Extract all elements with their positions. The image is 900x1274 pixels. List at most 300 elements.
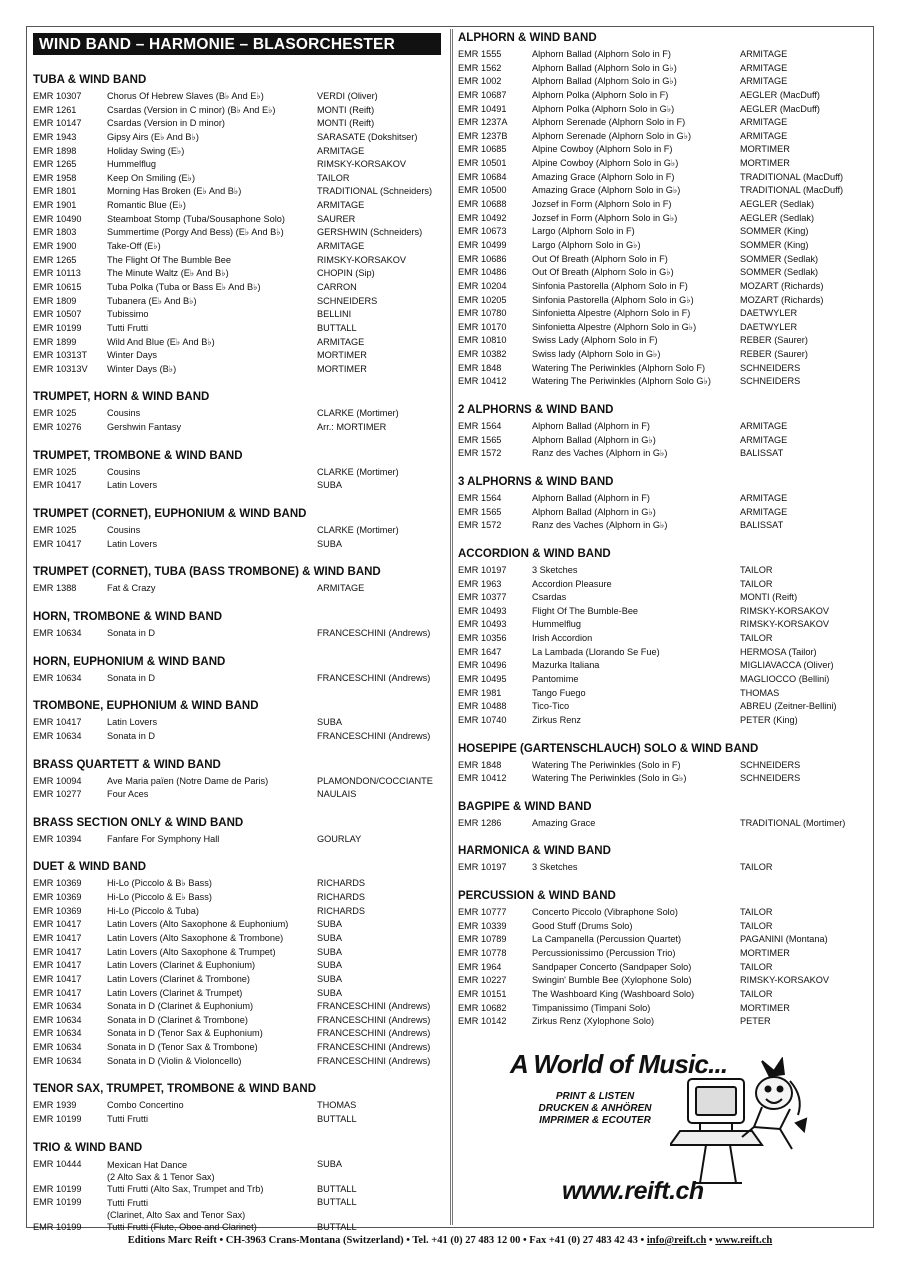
section-title: TENOR SAX, TRUMPET, TROMBONE & WIND BAND: [33, 1083, 317, 1096]
composer-name: ARMITAGE: [317, 583, 365, 594]
catalog-section: [33, 860, 451, 1068]
composer-name: TAILOR: [740, 907, 773, 918]
catalog-entry: [458, 632, 875, 646]
composer-name: FRANCESCHINI (Andrews): [317, 1042, 431, 1053]
composer-name: MORTIMER: [740, 158, 790, 169]
piece-title: Summertime (Porgy And Bess) (E♭ And B♭): [107, 227, 284, 238]
piece-title: Alphorn Ballad (Alphorn in G♭): [532, 434, 656, 445]
catalog-entry: [33, 1041, 451, 1055]
catalog-number: EMR 10634: [33, 672, 82, 683]
piece-title: Hi-Lo (Piccolo & B♭ Bass): [107, 878, 212, 889]
piece-title: Jozsef in Form (Alphorn Solo in G♭): [532, 212, 678, 223]
catalog-entry: [458, 578, 875, 592]
catalog-entry: [458, 605, 875, 619]
composer-name: TAILOR: [317, 172, 350, 183]
catalog-entry: [33, 1055, 451, 1069]
column-divider: [450, 29, 453, 1225]
catalog-number: EMR 10634: [33, 1001, 82, 1012]
composer-name: ARMITAGE: [740, 117, 788, 128]
catalog-entry: [33, 946, 451, 960]
catalog-number: EMR 10493: [458, 605, 507, 616]
piece-title: Sinfonietta Alpestre (Alphorn Solo in F): [532, 308, 691, 319]
catalog-number: EMR 1964: [458, 961, 502, 972]
composer-name: RIMSKY-KORSAKOV: [317, 254, 407, 265]
piece-title: Latin Lovers (Clarinet & Euphonium): [107, 960, 256, 971]
piece-title: Alphorn Ballad (Alphorn Solo in G♭): [532, 76, 677, 87]
catalog-entry: [458, 759, 875, 773]
composer-name: THOMAS: [740, 687, 780, 698]
piece-title: Jozsef in Form (Alphorn Solo in F): [532, 199, 672, 210]
catalog-entry: [33, 1014, 451, 1028]
catalog-entry: [33, 788, 451, 802]
catalog-entry: [33, 240, 451, 254]
catalog-number: EMR 10444: [33, 1158, 82, 1169]
catalog-number: EMR 10417: [33, 919, 82, 930]
catalog-number: EMR 10488: [458, 701, 507, 712]
catalog-entry: [33, 254, 451, 268]
catalog-number: EMR 10277: [33, 789, 82, 800]
piece-title: Tuba Polka (Tuba or Bass E♭ And B♭): [107, 281, 261, 292]
piece-title: Winter Days: [107, 350, 158, 361]
catalog-number: EMR 10199: [33, 1183, 82, 1194]
composer-name: SUBA: [317, 932, 343, 943]
catalog-entry: [33, 281, 451, 295]
composer-name: RICHARDS: [317, 878, 365, 889]
catalog-number: EMR 10500: [458, 185, 507, 196]
piece-title: Alphorn Ballad (Alphorn in F): [532, 421, 650, 432]
catalog-entry: [458, 212, 875, 226]
composer-name: MONTI (Reift): [317, 104, 375, 115]
piece-title: La Lambada (Llorando Se Fue): [532, 646, 660, 657]
catalog-entry: [458, 861, 875, 875]
piece-title: Fanfare For Symphony Hall: [107, 833, 220, 844]
piece-title: Sonata in D: [107, 730, 156, 741]
composer-name: NAULAIS: [317, 789, 357, 800]
catalog-entry: [33, 322, 451, 336]
catalog-number: EMR 1963: [458, 578, 502, 589]
composer-name: FRANCESCHINI (Andrews): [317, 1055, 431, 1066]
catalog-number: EMR 10686: [458, 253, 507, 264]
catalog-entry: [458, 103, 875, 117]
piece-title: Largo (Alphorn Solo in F): [532, 226, 635, 237]
composer-name: MORTIMER: [317, 363, 367, 374]
catalog-entry: [458, 714, 875, 728]
piece-title: Swiss Lady (Alphorn Solo in F): [532, 335, 658, 346]
catalog-section: [33, 390, 451, 434]
composer-name: RICHARDS: [317, 905, 365, 916]
footer-contact-text: Editions Marc Reift • CH-3963 Crans-Montana (Switzerland) • Tel. +41 (0) 27 483 12 00 • Fax +41 (0) 27 483 42 43 •: [127, 1235, 647, 1246]
composer-name: RIMSKY-KORSAKOV: [740, 619, 830, 630]
composer-name: VERDI (Oliver): [317, 91, 378, 101]
piece-title: The Minute Waltz (E♭ And B♭): [107, 268, 229, 279]
piece-title: Sinfonia Pastorella (Alphorn Solo in G♭): [532, 294, 694, 305]
catalog-entry: [458, 157, 875, 171]
piece-title: The Flight Of The Bumble Bee: [107, 254, 231, 265]
catalog-entry: [33, 158, 451, 172]
composer-name: SCHNEIDERS: [740, 773, 801, 784]
catalog-number: EMR 10412: [458, 773, 507, 784]
catalog-number: EMR 10113: [33, 268, 81, 279]
catalog-entry: [33, 932, 451, 946]
section-title: HORN, TROMBONE & WIND BAND: [33, 610, 223, 623]
catalog-number: EMR 10501: [458, 158, 507, 169]
catalog-number: EMR 1555: [458, 49, 502, 59]
catalog-entry: [458, 646, 875, 660]
catalog-entry: [33, 421, 451, 435]
composer-name: MORTIMER: [740, 144, 790, 155]
catalog-number: EMR 10199: [33, 322, 82, 333]
composer-name: MONTI (Reift): [740, 592, 798, 603]
catalog-entry: [458, 375, 875, 389]
piece-title: Csardas (Version in D minor): [107, 118, 225, 129]
catalog-number: EMR 10417: [33, 973, 82, 984]
catalog-number: EMR 1237A: [458, 117, 508, 128]
section-title: TRUMPET, HORN & WIND BAND: [33, 391, 210, 404]
catalog-number: EMR 10313T: [33, 350, 88, 361]
catalog-number: EMR 10780: [458, 308, 507, 319]
section-title: ACCORDION & WIND BAND: [458, 547, 611, 560]
catalog-number: EMR 1265: [33, 159, 77, 170]
catalog-entry: [33, 213, 451, 227]
footer-email-link[interactable]: info@reift.ch: [646, 1235, 707, 1246]
catalog-section: [33, 1141, 451, 1235]
composer-name: CARRON: [317, 281, 357, 292]
section-title: 3 ALPHORNS & WIND BAND: [458, 475, 614, 488]
composer-name: SUBA: [317, 919, 343, 930]
composer-name: BALISSAT: [740, 520, 784, 531]
piece-title: Sandpaper Concerto (Sandpaper Solo): [532, 961, 692, 972]
composer-name: FRANCESCHINI (Andrews): [317, 1014, 431, 1025]
catalog-entry: [458, 772, 875, 786]
catalog-number: EMR 10499: [458, 239, 507, 250]
composer-name: SUBA: [317, 480, 343, 491]
catalog-entry: [33, 131, 451, 145]
section-title: TRUMPET (CORNET), TUBA (BASS TROMBONE) & WIND BAND: [33, 566, 381, 579]
catalog-number: EMR 10685: [458, 144, 507, 155]
advertisement[interactable]: [510, 1049, 810, 1219]
composer-name: SOMMER (King): [740, 239, 809, 250]
piece-title: Alphorn Serenade (Alphorn Solo in F): [532, 117, 686, 128]
piece-title: Irish Accordion: [532, 633, 593, 644]
composer-name: MORTIMER: [740, 1002, 790, 1013]
catalog-number: EMR 10369: [33, 905, 82, 916]
catalog-number: EMR 10615: [33, 281, 82, 292]
catalog-entry: [458, 817, 875, 831]
composer-name: AEGLER (MacDuff): [740, 103, 820, 114]
catalog-number: EMR 1939: [33, 1100, 77, 1111]
catalog-entry: [458, 434, 875, 448]
catalog-entry: [458, 75, 875, 89]
catalog-number: EMR 10634: [33, 1028, 82, 1039]
piece-title: Alphorn Ballad (Alphorn in F): [532, 492, 650, 503]
piece-title: Pantomime: [532, 673, 579, 684]
piece-title: Out Of Breath (Alphorn Solo in F): [532, 253, 668, 264]
piece-title: Steamboat Stomp (Tuba/Sousaphone Solo): [107, 213, 285, 224]
catalog-section: [33, 699, 451, 743]
catalog-number: EMR 1237B: [458, 130, 508, 141]
catalog-number: EMR 10377: [458, 592, 507, 603]
piece-title: Hi-Lo (Piccolo & E♭ Bass): [107, 892, 212, 903]
catalog-number: EMR 10394: [33, 833, 82, 844]
composer-name: DAETWYLER: [740, 321, 798, 332]
piece-title: Amazing Grace: [532, 817, 596, 828]
catalog-number: EMR 10495: [458, 673, 507, 684]
composer-name: FRANCESCHINI (Andrews): [317, 730, 431, 741]
composer-name: SOMMER (Sedlak): [740, 267, 819, 278]
composer-name: MAGLIOCCO (Bellini): [740, 673, 830, 684]
piece-title: Fat & Crazy: [107, 583, 156, 594]
piece-title: Csardas (Version in C minor) (B♭ And E♭): [107, 104, 276, 115]
catalog-number: EMR 10491: [458, 103, 507, 114]
piece-title: Latin Lovers (Alto Saxophone & Euphonium): [107, 919, 289, 930]
catalog-entry: [458, 334, 875, 348]
catalog-number: EMR 1286: [458, 817, 502, 828]
section-title: TRIO & WIND BAND: [33, 1141, 143, 1154]
catalog-number: EMR 10417: [33, 946, 82, 957]
composer-name: ARMITAGE: [740, 492, 788, 503]
composer-name: RIMSKY-KORSAKOV: [317, 159, 407, 170]
piece-title: Gershwin Fantasy: [107, 422, 182, 433]
catalog-section: [458, 844, 875, 875]
catalog-entry: [458, 62, 875, 76]
ad-website-link[interactable]: www.reift.ch: [562, 1177, 704, 1205]
catalog-entry: [33, 185, 451, 199]
catalog-entry: [33, 582, 451, 596]
catalog-number: EMR 1564: [458, 492, 502, 503]
footer-website-link[interactable]: www.reift.ch: [715, 1235, 773, 1246]
piece-title: Morning Has Broken (E♭ And B♭): [107, 186, 242, 197]
catalog-entry: [458, 89, 875, 103]
composer-name: TAILOR: [740, 988, 773, 999]
catalog-entry: [458, 143, 875, 157]
composer-name: SUBA: [317, 987, 343, 998]
catalog-section: [33, 449, 451, 493]
composer-name: SCHNEIDERS: [740, 759, 801, 770]
piece-title: Holiday Swing (E♭): [107, 145, 185, 156]
catalog-number: EMR 1565: [458, 506, 502, 517]
piece-title: Alpine Cowboy (Alphorn Solo in G♭): [532, 158, 679, 169]
catalog-entry: [33, 538, 451, 552]
catalog-number: EMR 10490: [33, 213, 82, 224]
catalog-number: EMR 1801: [33, 186, 77, 197]
composer-name: ARMITAGE: [740, 49, 788, 59]
catalog-number: EMR 10197: [458, 564, 507, 575]
piece-title: Hi-Lo (Piccolo & Tuba): [107, 905, 199, 916]
composer-name: ARMITAGE: [317, 241, 365, 252]
catalog-number: EMR 10777: [458, 907, 507, 918]
catalog-number: EMR 1900: [33, 241, 77, 252]
catalog-entry: [458, 988, 875, 1002]
piece-title: Take-Off (E♭): [107, 241, 161, 252]
composer-name: REBER (Saurer): [740, 349, 808, 360]
catalog-number: EMR 1025: [33, 408, 77, 419]
ad-taglines: [520, 1091, 670, 1127]
catalog-number: EMR 10417: [33, 538, 82, 549]
catalog-section: [33, 610, 451, 641]
catalog-number: EMR 10684: [458, 171, 507, 182]
catalog-entry: [33, 172, 451, 186]
composer-name: SUBA: [317, 717, 343, 728]
catalog-entry: [33, 1099, 451, 1113]
catalog-entry: [33, 730, 451, 744]
catalog-number: EMR 10688: [458, 199, 507, 210]
catalog-number: EMR 1803: [33, 227, 77, 238]
composer-name: ARMITAGE: [740, 434, 788, 445]
catalog-number: EMR 10417: [33, 987, 82, 998]
section-title: BRASS QUARTETT & WIND BAND: [33, 758, 221, 771]
composer-name: PLAMONDON/COCCIANTE: [317, 775, 433, 786]
composer-name: CHOPIN (Sip): [317, 268, 375, 279]
catalog-number: EMR 10493: [458, 619, 507, 630]
piece-title: Concerto Piccolo (Vibraphone Solo): [532, 907, 678, 918]
piece-title: Latin Lovers (Alto Saxophone & Trumpet): [107, 946, 276, 957]
catalog-section: [458, 547, 875, 728]
composer-name: DAETWYLER: [740, 308, 798, 319]
catalog-entry: [33, 627, 451, 641]
catalog-entry: [33, 466, 451, 480]
catalog-entry: [33, 905, 451, 919]
piece-title: Sonata in D (Violin & Violoncello): [107, 1055, 242, 1066]
composer-name: PAGANINI (Montana): [740, 934, 828, 945]
catalog-number: EMR 10634: [33, 1055, 82, 1066]
section-title: DUET & WIND BAND: [33, 861, 147, 874]
piece-title: Tutti Frutti (Flute, Oboe and Clarinet): [107, 1222, 257, 1233]
composer-name: TAILOR: [740, 564, 773, 575]
catalog-entry: [458, 198, 875, 212]
catalog-entry: [33, 226, 451, 240]
catalog-entry: [33, 90, 451, 104]
section-title: TROMBONE, EUPHONIUM & WIND BAND: [33, 700, 259, 713]
piece-title: Watering The Periwinkles (Solo in F): [532, 759, 681, 770]
piece-title: Flight Of The Bumble-Bee: [532, 605, 639, 616]
publisher-footer: [0, 1235, 900, 1246]
piece-title: Mazurka Italiana: [532, 660, 600, 671]
piece-title: Wild And Blue (E♭ And B♭): [107, 336, 215, 347]
catalog-number: EMR 10197: [458, 862, 507, 873]
composer-name: TAILOR: [740, 920, 773, 931]
piece-title: Gipsy Airs (E♭ And B♭): [107, 131, 199, 142]
catalog-number: EMR 10417: [33, 960, 82, 971]
composer-name: BUTTALL: [317, 1222, 357, 1233]
catalog-number: EMR 10740: [458, 714, 507, 725]
catalog-number: EMR 1958: [33, 172, 77, 183]
composer-name: SUBA: [317, 538, 343, 549]
catalog-number: EMR 10339: [458, 920, 507, 931]
composer-name: CLARKE (Mortimer): [317, 408, 399, 419]
piece-title: Swiss lady (Alphorn Solo in G♭): [532, 349, 661, 360]
catalog-number: EMR 1565: [458, 434, 502, 445]
piece-title: Largo (Alphorn Solo in G♭): [532, 239, 641, 250]
catalog-entry: [33, 716, 451, 730]
piece-title: Latin Lovers: [107, 538, 158, 549]
catalog-entry: [33, 479, 451, 493]
composer-name: TAILOR: [740, 633, 773, 644]
piece-title: Ranz des Vaches (Alphorn in G♭): [532, 520, 668, 531]
section-title: HARMONICA & WIND BAND: [458, 845, 611, 858]
catalog-number: EMR 10634: [33, 730, 82, 741]
catalog-entry: [33, 267, 451, 281]
catalog-entry: [33, 1027, 451, 1041]
catalog-number: EMR 10634: [33, 1014, 82, 1025]
piece-title: Sonata in D (Clarinet & Euphonium): [107, 1001, 254, 1012]
catalog-entry: [33, 987, 451, 1001]
composer-name: TRADITIONAL (Mortimer): [740, 817, 846, 828]
piece-title: Sonata in D: [107, 672, 156, 683]
catalog-entry: [458, 920, 875, 934]
catalog-entry: [458, 447, 875, 461]
piece-title: Amazing Grace (Alphorn Solo in G♭): [532, 185, 681, 196]
composer-name: ARMITAGE: [740, 76, 788, 87]
section-title: HORN, EUPHONIUM & WIND BAND: [33, 655, 226, 668]
left-section-list: [33, 73, 451, 1235]
section-title: TRUMPET, TROMBONE & WIND BAND: [33, 449, 243, 462]
composer-name: TRADITIONAL (MacDuff): [740, 185, 844, 196]
composer-name: SAURER: [317, 213, 356, 224]
catalog-section: [33, 816, 451, 847]
composer-name: FRANCESCHINI (Andrews): [317, 1001, 431, 1012]
catalog-number: EMR 10789: [458, 934, 507, 945]
composer-name: CLARKE (Mortimer): [317, 466, 399, 477]
composer-name: PETER: [740, 1016, 771, 1027]
catalog-entry: [33, 363, 451, 377]
composer-name: ARMITAGE: [740, 130, 788, 141]
catalog-entry: [458, 171, 875, 185]
catalog-number: EMR 10276: [33, 422, 82, 433]
piece-title: Alpine Cowboy (Alphorn Solo in F): [532, 144, 673, 155]
catalog-number: EMR 1261: [33, 104, 77, 115]
catalog-number: EMR 1564: [458, 421, 502, 432]
piece-title: Ranz des Vaches (Alphorn in G♭): [532, 448, 668, 459]
section-title: PERCUSSION & WIND BAND: [458, 890, 616, 903]
catalog-number: EMR 10486: [458, 267, 507, 278]
piece-title: Alphorn Polka (Alphorn Solo in G♭): [532, 103, 675, 114]
catalog-number: EMR 1002: [458, 76, 502, 87]
catalog-number: EMR 1809: [33, 295, 77, 306]
piece-title: Latin Lovers: [107, 717, 158, 728]
piece-title: The Washboard King (Washboard Solo): [532, 988, 695, 999]
piece-title: Cousins: [107, 466, 141, 477]
catalog-entry: [458, 906, 875, 920]
section-title: BAGPIPE & WIND BAND: [458, 800, 592, 813]
catalog-number: EMR 10417: [33, 932, 82, 943]
composer-name: BELLINI: [317, 309, 352, 320]
catalog-entry: [458, 266, 875, 280]
piece-title: Latin Lovers (Clarinet & Trombone): [107, 973, 250, 984]
catalog-number: EMR 10307: [33, 91, 82, 101]
composer-name: CLARKE (Mortimer): [317, 525, 399, 536]
piece-title: Sonata in D (Clarinet & Trombone): [107, 1014, 248, 1025]
composer-name: BALISSAT: [740, 448, 784, 459]
composer-name: HERMOSA (Tailor): [740, 646, 817, 657]
catalog-entry: [458, 1015, 875, 1029]
catalog-entry: [33, 1113, 451, 1127]
catalog-entry: [458, 673, 875, 687]
catalog-number: EMR 1572: [458, 448, 502, 459]
catalog-entry: [33, 1000, 451, 1014]
piece-title: Watering The Periwinkles (Solo in G♭): [532, 773, 687, 784]
ad-headline: A World of Music...: [510, 1049, 728, 1079]
ad-tagline-1: PRINT & LISTEN: [555, 1091, 635, 1102]
catalog-number: EMR 10496: [458, 660, 507, 671]
composer-name: SOMMER (Sedlak): [740, 253, 819, 264]
catalog-entry: [458, 564, 875, 578]
catalog-entry: [458, 362, 875, 376]
section-title: BRASS SECTION ONLY & WIND BAND: [33, 816, 244, 829]
composer-name: BUTTALL: [317, 322, 357, 333]
piece-title: Latin Lovers (Alto Saxophone & Trombone): [107, 932, 284, 943]
piece-title: Csardas: [532, 592, 567, 603]
catalog-section: [458, 31, 875, 389]
